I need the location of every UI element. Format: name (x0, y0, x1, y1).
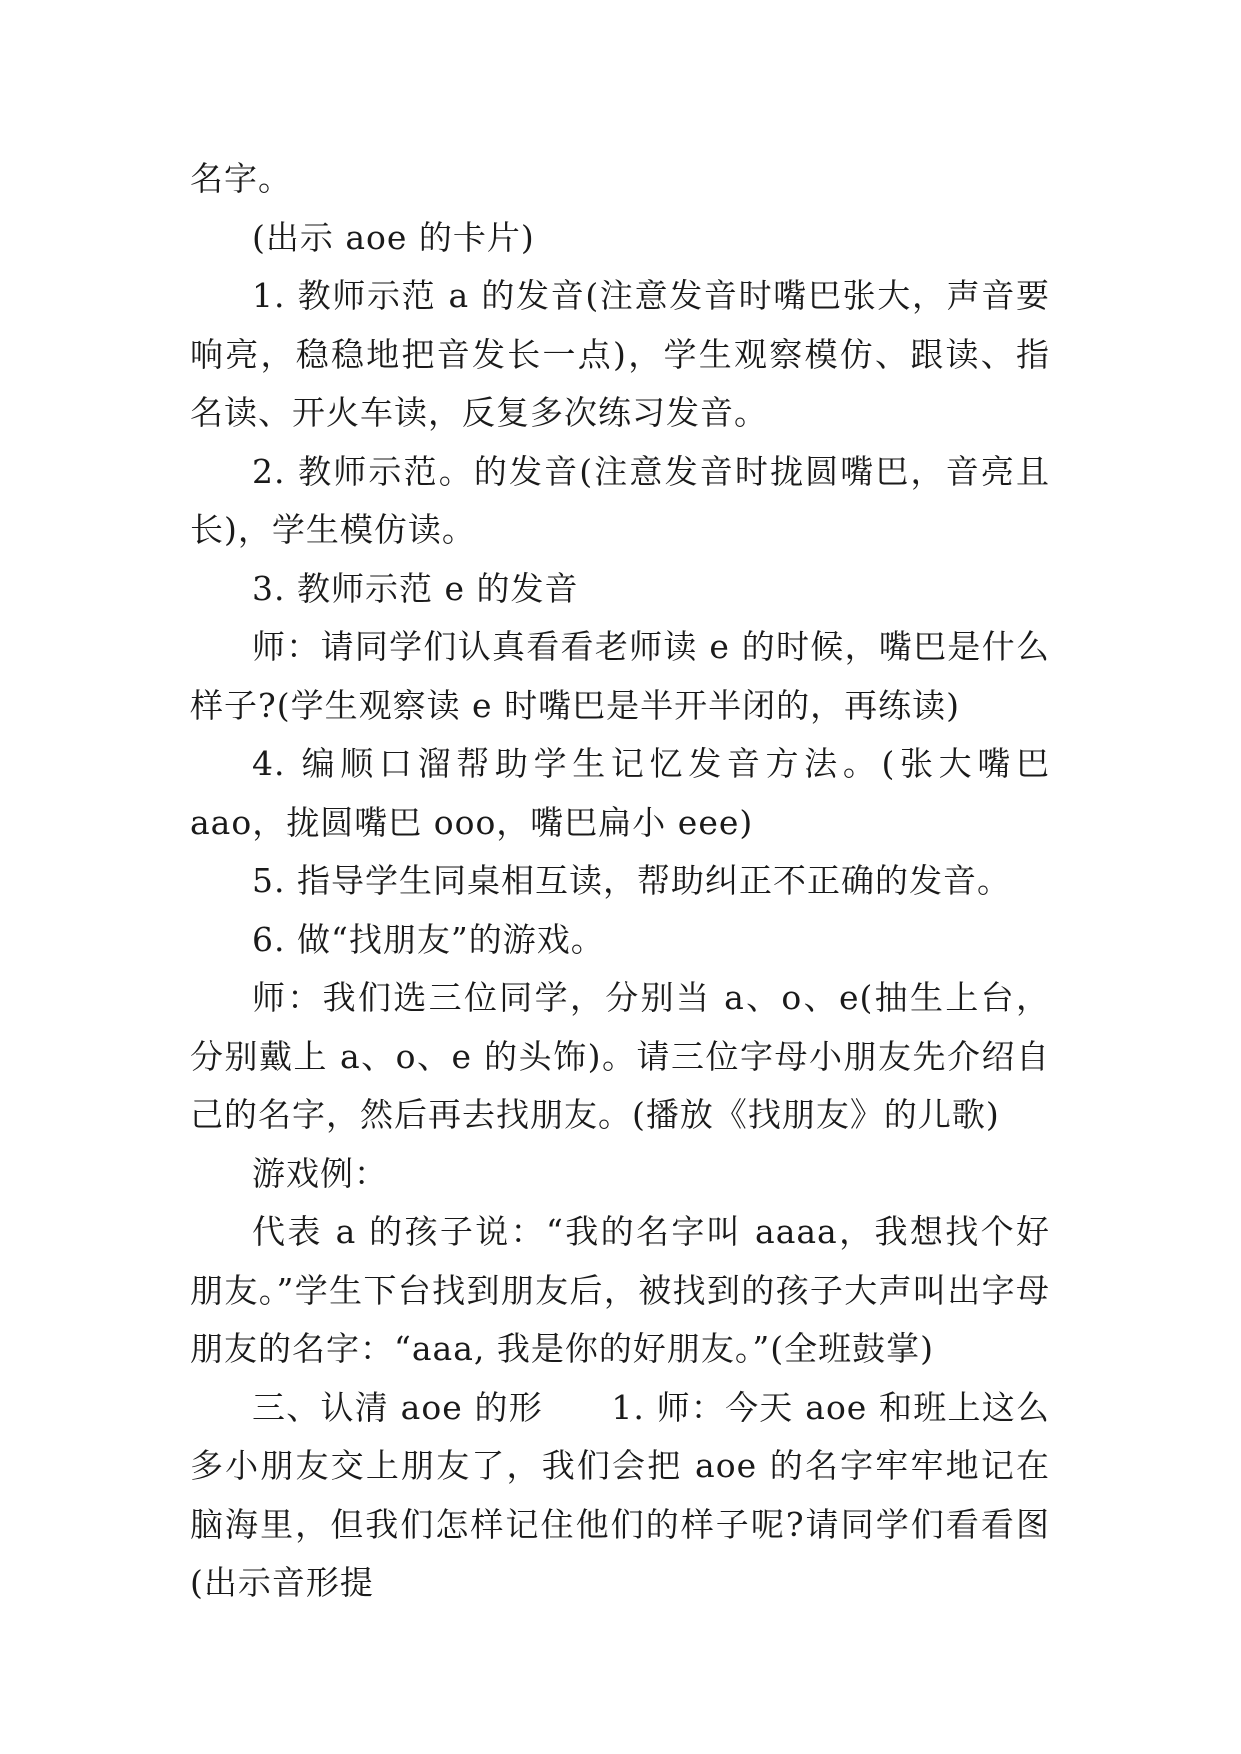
paragraph-11: 游戏例： (252, 1153, 388, 1193)
paragraph-13: 三、认清 aoe 的形 1. 师：今天 aoe 和班上这么多小朋友交上朋友了，我们会把 aoe 的名字牢牢地记在脑海里，但我们怎样记住他们的样子呢?请同学们看看图(出示音形提 (190, 1387, 1050, 1602)
paragraph-9: 6. 做“找朋友”的游戏。 (252, 919, 605, 959)
paragraph-8: 5. 指导学生同桌相互读，帮助纠正不正确的发音。 (252, 861, 1011, 900)
paragraph-12: 代表 a 的孩子说：“我的名字叫 aaaa，我想找个好朋友。”学生下台找到朋友后，被找到的孩子大声叫出字母朋友的名字：“aaa, 我是你的好朋友。”(全班鼓掌) (190, 1212, 1050, 1368)
document-body (190, 150, 1050, 1613)
paragraph-2: (出示 aoe 的卡片) (252, 217, 535, 257)
paragraph-7: 4. 编顺口溜帮助学生记忆发音方法。(张大嘴巴 aao，拢圆嘴巴 ooo，嘴巴扁小 eee) (190, 744, 1050, 842)
paragraph-1: 名字。 (190, 159, 292, 198)
paragraph-4: 2. 教师示范。的发音(注意发音时拢圆嘴巴，音亮且长)，学生模仿读。 (190, 451, 1050, 549)
paragraph-5: 3. 教师示范 e 的发音 (252, 568, 579, 608)
paragraph-6: 师：请同学们认真看看老师读 e 的时候，嘴巴是什么样子?(学生观察读 e 时嘴巴是半开半闭的，再练读) (190, 627, 1050, 725)
paragraph-3: 1. 教师示范 a 的发音(注意发音时嘴巴张大，声音要响亮，稳稳地把音发长一点)，学生观察模仿、跟读、指名读、开火车读，反复多次练习发音。 (190, 276, 1050, 432)
paragraph-10: 师：我们选三位同学，分别当 a、o、e(抽生上台，分别戴上 a、o、e 的头饰)。请三位字母小朋友先介绍自己的名字，然后再去找朋友。(播放《找朋友》的儿歌) (190, 978, 1050, 1134)
